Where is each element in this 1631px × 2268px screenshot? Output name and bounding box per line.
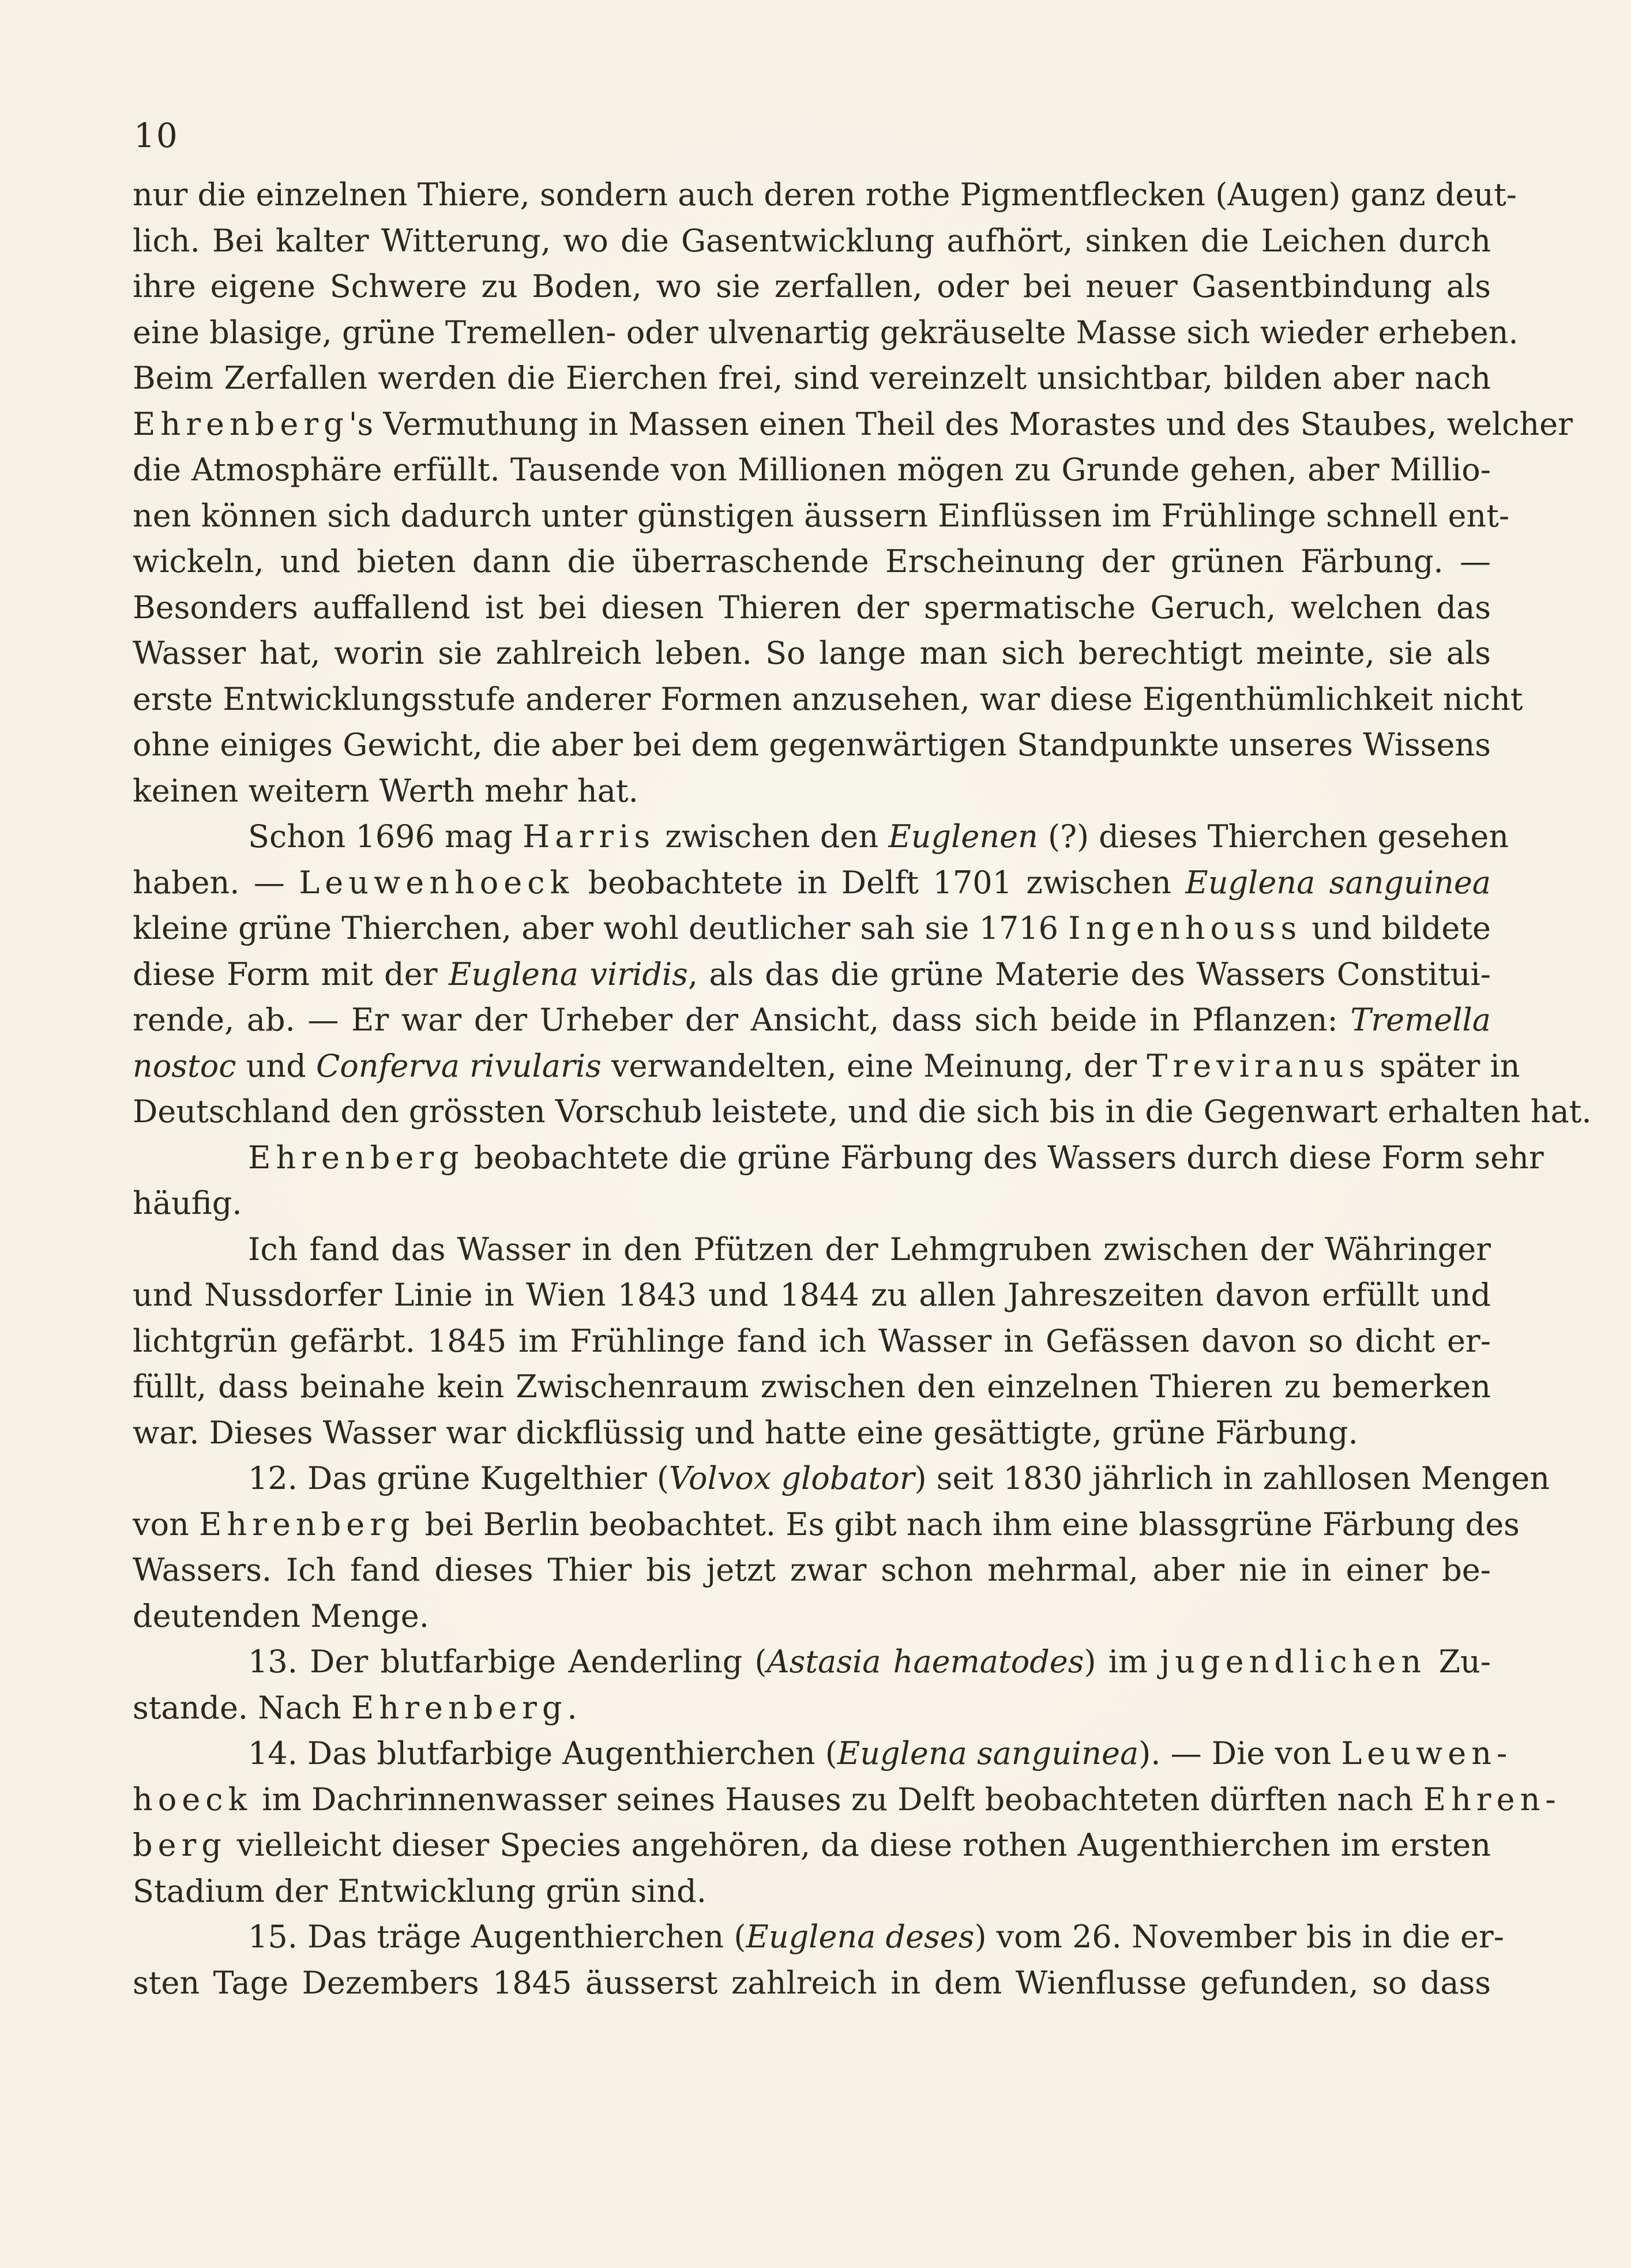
text-line: nur die einzelnen Thiere, sondern auch deren rothe Pigmentflecken (Augen) ganz deut- (133, 176, 1517, 213)
italic-term: Volvox globator (668, 1460, 915, 1496)
text-line: lichtgrün gefärbt. 1845 im Frühlinge fand ich Wasser in Gefässen davon so dicht er- (133, 1322, 1491, 1359)
text-line: und Nussdorfer Linie in Wien 1843 und 1844 zu allen Jahreszeiten davon erfüllt und (133, 1277, 1491, 1313)
text-line: die Atmosphäre erfüllt. Tausende von Millionen mögen zu Grunde gehen, aber Millio- (133, 452, 1491, 488)
text-line: berg vielleicht dieser Species angehören, da diese rothen Augenthierchen im ersten (133, 1827, 1491, 1863)
spaced-name: hoeck (133, 1781, 253, 1818)
paragraph (133, 1639, 1491, 1731)
text-line: Wassers. Ich fand dieses Thier bis jetzt zwar schon mehrmal, aber nie in einer be- (133, 1552, 1491, 1588)
spaced-name: Treviranus (1147, 1047, 1370, 1084)
text-line: Besonders auffallend ist bei diesen Thieren der spermatische Geruch, welchen das (133, 589, 1491, 626)
paragraph (133, 1914, 1504, 2006)
italic-term: Conferva rivularis (315, 1047, 602, 1084)
text-line: stande. Nach Ehrenberg. (133, 1689, 577, 1726)
text-line: wickeln, und bieten dann die überraschende Erscheinung der grünen Färbung. — (133, 543, 1491, 580)
italic-term: Astasia haematodes (766, 1643, 1084, 1680)
text-line: Ehrenberg's Vermuthung in Massen einen Theil des Morastes und des Staubes, welcher (133, 405, 1573, 442)
paragraph (133, 1135, 1544, 1227)
text-line: war. Dieses Wasser war dickflüssig und hatte eine gesättigte, grüne Färbung. (133, 1414, 1358, 1451)
spaced-name: Ehren (1423, 1781, 1546, 1818)
spaced-name: Ehrenberg (198, 1506, 415, 1543)
text-line: diese Form mit der Euglena viridis, als das die grüne Materie des Wassers Constitui- (133, 956, 1491, 992)
text-line: kleine grüne Thierchen, aber wohl deutlicher sah sie 1716 Ingenhouss und bildete (133, 910, 1491, 946)
spaced-name: Ehrenberg (133, 405, 349, 442)
text-line: 12. Das grüne Kugelthier (Volvox globator) seit 1830 jährlich in zahllosen Mengen (248, 1460, 1550, 1496)
text-line: lich. Bei kalter Witterung, wo die Gasentwicklung aufhört, sinken die Leichen durch (133, 222, 1491, 259)
text-line: ohne einiges Gewicht, die aber bei dem gegenwärtigen Standpunkte unseres Wissens (133, 727, 1491, 763)
page-number: 10 (134, 116, 179, 155)
italic-term: nostoc (133, 1047, 236, 1084)
paragraph (133, 814, 1592, 1135)
paragraph (133, 1731, 1556, 1914)
spaced-name: Ehrenberg (248, 1139, 464, 1176)
text-line: Ich fand das Wasser in den Pfützen der Lehmgruben zwischen der Währinger (248, 1231, 1491, 1267)
spaced-name: jugendlichen (1160, 1643, 1427, 1680)
text-line: häufig. (133, 1185, 242, 1221)
italic-term: Euglena sanguinea (837, 1735, 1139, 1771)
text-line: rende, ab. — Er war der Urheber der Ansicht, dass sich beide in Pflanzen: Tremella (133, 1002, 1491, 1038)
paragraph (133, 1227, 1491, 1456)
text-line: Stadium der Entwicklung grün sind. (133, 1872, 706, 1909)
italic-term: Euglenen (888, 818, 1038, 855)
text-line: sten Tage Dezembers 1845 äusserst zahlreich in dem Wienflusse gefunden, so dass (133, 1964, 1491, 2001)
text-line: deutenden Menge. (133, 1597, 429, 1634)
text-line: von Ehrenberg bei Berlin beobachtet. Es gibt nach ihm eine blassgrüne Färbung des (133, 1506, 1520, 1543)
spaced-name: Harris (523, 818, 656, 855)
text-line: Wasser hat, worin sie zahlreich leben. So lange man sich berechtigt meinte, sie als (133, 635, 1491, 671)
text-line: keinen weitern Werth mehr hat. (133, 772, 638, 809)
body-text (133, 172, 1592, 2006)
text-line: 15. Das träge Augenthierchen (Euglena deses) vom 26. November bis in die er- (248, 1919, 1504, 1955)
spaced-name: Ingenhouss (1068, 910, 1302, 946)
text-line: 13. Der blutfarbige Aenderling (Astasia haematodes) im jugendlichen Zu- (248, 1643, 1491, 1680)
text-line: 14. Das blutfarbige Augenthierchen (Euglena sanguinea). — Die von Leuwen- (248, 1735, 1508, 1771)
spaced-name: berg (133, 1827, 227, 1863)
text-line: erste Entwicklungsstufe anderer Formen anzusehen, war diese Eigenthümlichkeit nicht (133, 680, 1523, 717)
text-line: eine blasige, grüne Tremellen- oder ulvenartig gekräuselte Masse sich wieder erheben. (133, 314, 1519, 351)
text-line: Beim Zerfallen werden die Eierchen frei, sind vereinzelt unsichtbar, bilden aber nach (133, 360, 1491, 396)
spaced-name: Leuwen (1341, 1735, 1497, 1771)
italic-term: Euglena viridis (449, 956, 688, 992)
paragraph (133, 172, 1573, 814)
paragraph (133, 1455, 1550, 1639)
text-line: hoeck im Dachrinnenwasser seines Hauses zu Delft beobachteten dürften nach Ehren- (133, 1781, 1556, 1818)
text-line: Deutschland den grössten Vorschub leistete, und die sich bis in die Gegenwart erhalten hat. (133, 1093, 1592, 1130)
text-line: füllt, dass beinahe kein Zwischenraum zwischen den einzelnen Thieren zu bemerken (133, 1368, 1491, 1405)
text-line: Schon 1696 mag Harris zwischen den Euglenen (?) dieses Thierchen gesehen (248, 818, 1509, 855)
text-line: nen können sich dadurch unter günstigen äussern Einflüssen im Frühlinge schnell ent- (133, 497, 1510, 534)
italic-term: Tremella (1350, 1002, 1491, 1038)
text-line: Ehrenberg beobachtete die grüne Färbung des Wassers durch diese Form sehr (248, 1139, 1544, 1176)
italic-term: Euglena deses (746, 1919, 975, 1955)
italic-term: Euglena sanguinea (1185, 864, 1491, 901)
spaced-name: Ehrenberg (351, 1689, 568, 1726)
text-line: nostoc und Conferva rivularis verwandelten, eine Meinung, der Treviranus später in (133, 1047, 1520, 1084)
text-line: haben. — Leuwenhoeck beobachtete in Delft 1701 zwischen Euglena sanguinea (133, 864, 1491, 901)
text-line: ihre eigene Schwere zu Boden, wo sie zerfallen, oder bei neuer Gasentbindung als (133, 268, 1491, 304)
spaced-name: Leuwenhoeck (299, 864, 574, 901)
